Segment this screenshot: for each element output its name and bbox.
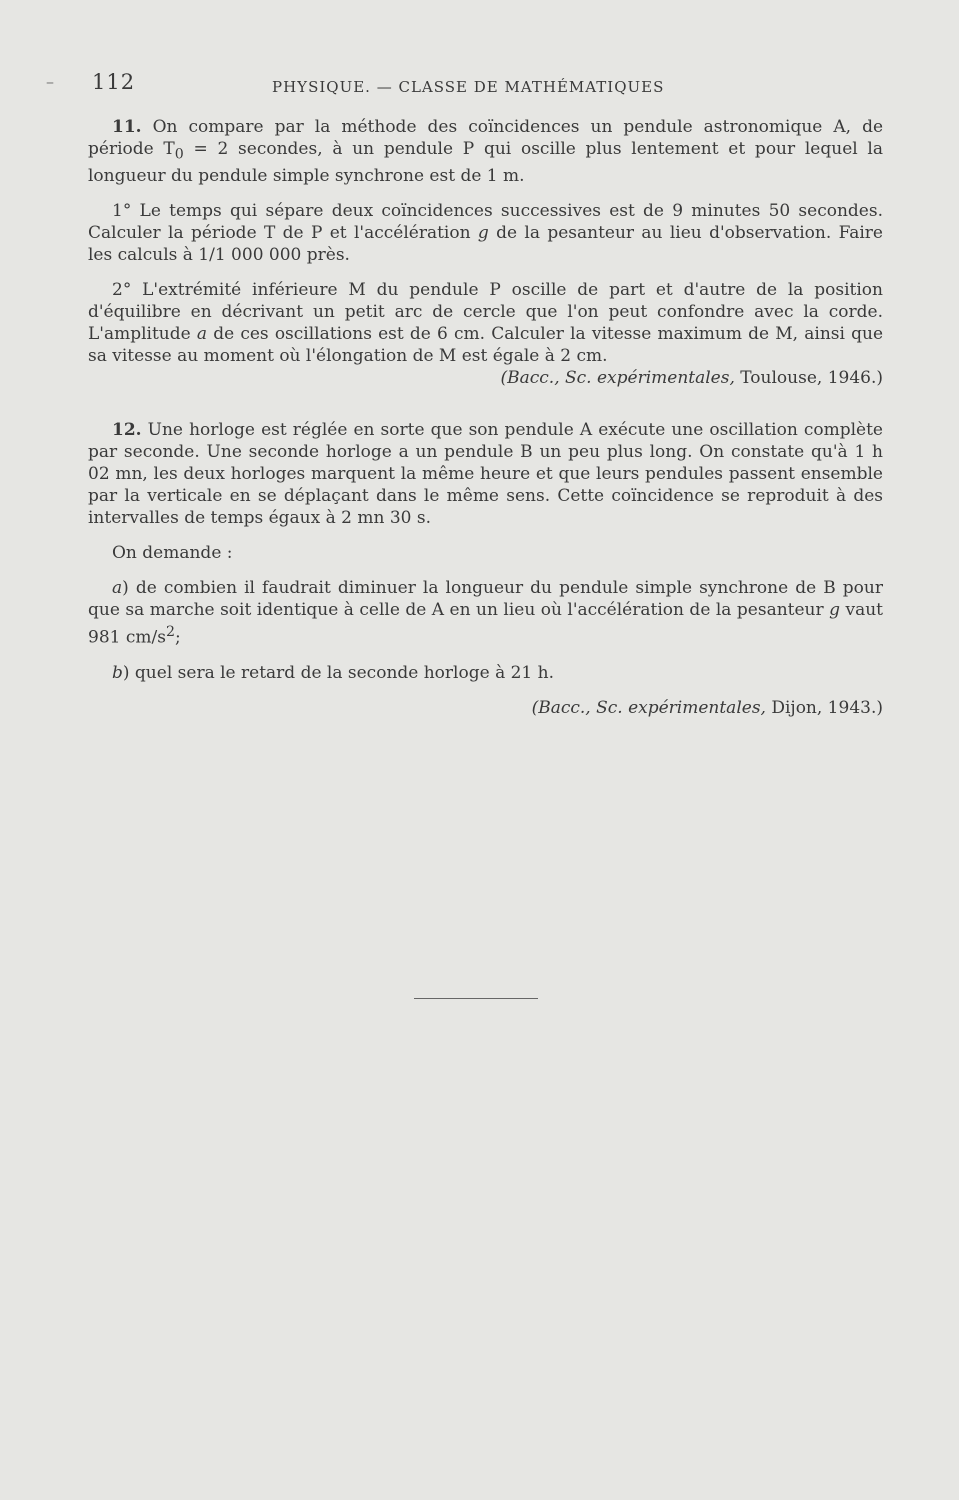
margin-dash: – [46, 72, 54, 91]
problem-11-number: 11. [112, 117, 142, 137]
page-body [88, 116, 883, 719]
problem-12-part-a: a) de combien il faudrait diminuer la longueur du pendule simple synchrone de B pour que sa marche soit identique à celle de A en un lieu où l'accélération de la pesanteur g vaut 981 $cm/s^2$; [88, 578, 883, 649]
problem-11-question-1: 1° Le temps qui sépare deux coïncidences successives est de 9 minutes 50 secondes. Calculer la période T de P et l'accélération g de la pesanteur au lieu d'observation. Faire les calculs à 1/1 000 000 près. [88, 201, 883, 266]
problem-11-statement: 11. On compare par la méthode des coïncidences un pendule astronomique A, de période $T_0 = 2$ secondes, à un pendule P qui oscille plus lentement et pour lequel la longueur du pendule simple synchrone est de 1 m. [88, 117, 884, 187]
problem-12-number: 12. [112, 420, 142, 441]
page-number: 112 [92, 70, 136, 94]
problem-11-question-2: 2° L'extrémité inférieure M du pendule P oscille de part et d'autre de la position d'équilibre en décrivant un petit arc de cercle que l'on peut confondre avec la corde. L'amplitude a de ces oscillations est de 6 cm. Calculer la vitesse maximum de M, ainsi que sa vitesse au moment où l'élongation de M est égale à 2 cm. [88, 280, 884, 367]
end-rule [414, 998, 538, 999]
problem-12-source: (Bacc., Sc. expérimentales, Dijon, 1943.) [531, 698, 883, 719]
problem-12-part-b: b) quel sera le retard de la seconde horloge à 21 h. [112, 663, 554, 684]
problem-12-statement: 12. Une horloge est réglée en sorte que son pendule A exécute une oscillation complète par seconde. Une seconde horloge a un pendule B un peu plus long. On constate qu'à 1 h 02 mn, les deux horloges marquent la même heure et que leurs pendules passent ensemble par la verticale en se déplaçant dans le même sens. Cette coïncidence se reproduit à des intervalles de temps égaux à 2 mn 30 s. [88, 420, 883, 529]
problem-12-ask: On demande : [112, 543, 233, 564]
problem-11-source: (Bacc., Sc. expérimentales, Toulouse, 1946.) [500, 368, 883, 389]
page-header [0, 70, 959, 100]
subscript-zero: 0 [174, 146, 184, 163]
running-title: PHYSIQUE. — CLASSE DE MATHÉMATIQUES [272, 78, 665, 96]
